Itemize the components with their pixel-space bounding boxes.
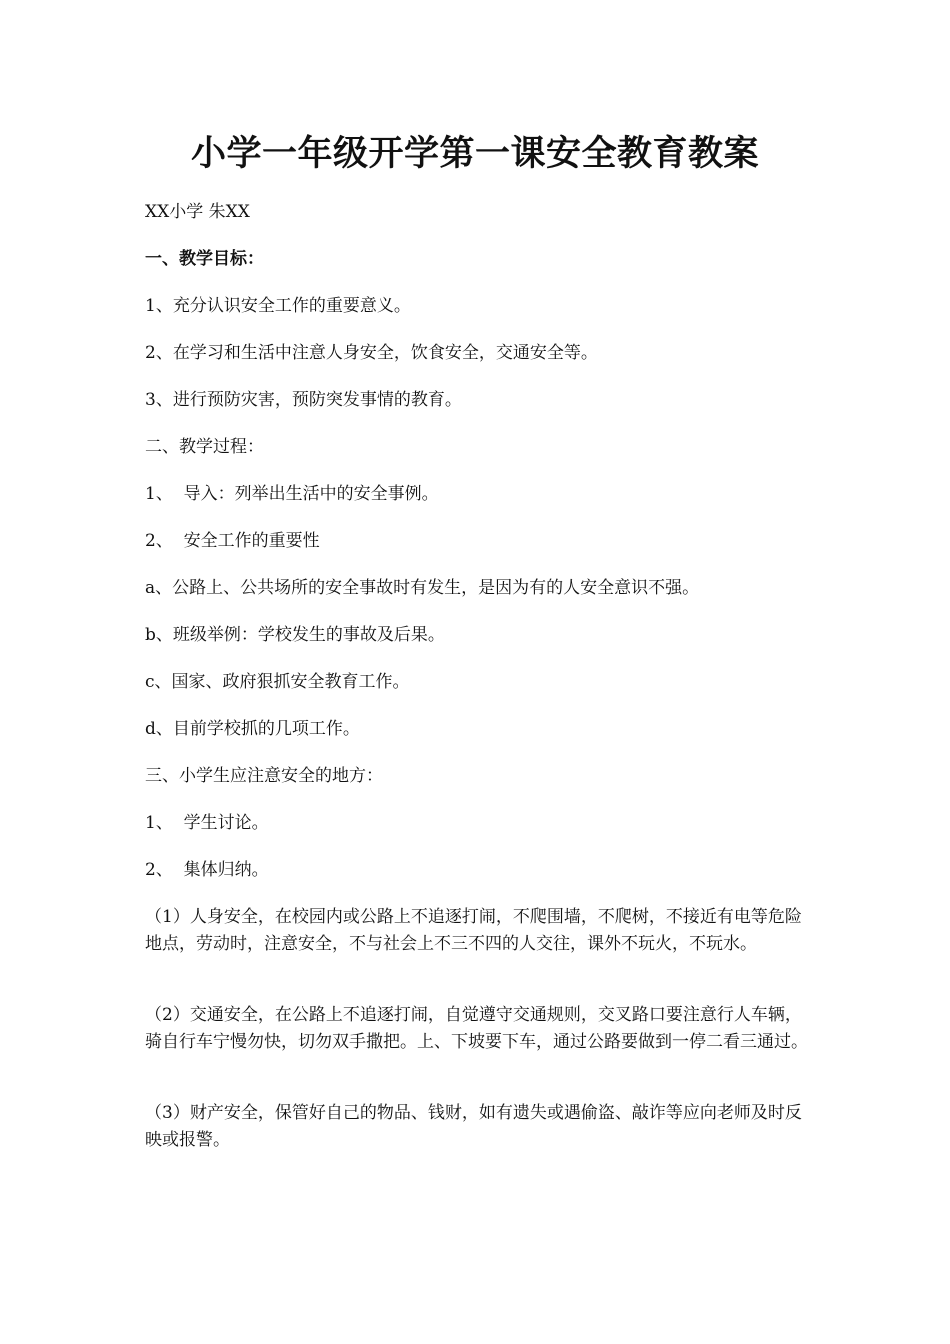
document-title: 小学一年级开学第一课安全教育教案 [190, 133, 759, 174]
safety-item-1: 1、 学生讨论。 [145, 813, 269, 833]
safety-item-2: 2、 集体归纳。 [145, 860, 269, 880]
author-line: XX小学 朱XX [145, 202, 250, 222]
section-heading-process: 二、教学过程： [145, 437, 264, 457]
process-item-2: 2、 安全工作的重要性 [145, 531, 320, 551]
process-item-b: b、班级举例：学校发生的事故及后果。 [145, 625, 445, 645]
safety-paragraph-personal: （1）人身安全，在校园内或公路上不追逐打闹，不爬围墙，不爬树，不接近有电等危险地点，劳动时，注意安全，不与社会上不三不四的人交往，课外不玩火，不玩水。 [145, 907, 802, 954]
safety-paragraph-traffic: （2）交通安全，在公路上不追逐打闹，自觉遵守交通规则，交叉路口要注意行人车辆，骑自行车宁慢勿快，切勿双手撒把。上、下坡要下车，通过公路要做到一停二看三通过。 [145, 1005, 808, 1052]
process-item-a: a、公路上、公共场所的安全事故时有发生，是因为有的人安全意识不强。 [145, 578, 700, 598]
process-item-d: d、目前学校抓的几项工作。 [145, 719, 360, 739]
process-item-1: 1、 导入：列举出生活中的安全事例。 [145, 484, 439, 504]
goal-item-1: 1、充分认识安全工作的重要意义。 [145, 296, 411, 316]
safety-paragraph-property: （3）财产安全，保管好自己的物品、钱财，如有遗失或遇偷盗、敲诈等应向老师及时反映或报警。 [145, 1103, 802, 1150]
section-heading-goals: 一、教学目标： [145, 249, 264, 269]
goal-item-3: 3、进行预防灾害，预防突发事情的教育。 [145, 390, 462, 410]
process-item-c: c、国家、政府狠抓安全教育工作。 [145, 672, 410, 692]
goal-item-2: 2、在学习和生活中注意人身安全，饮食安全，交通安全等。 [145, 343, 598, 363]
section-heading-safety-places: 三、小学生应注意安全的地方： [145, 766, 383, 786]
